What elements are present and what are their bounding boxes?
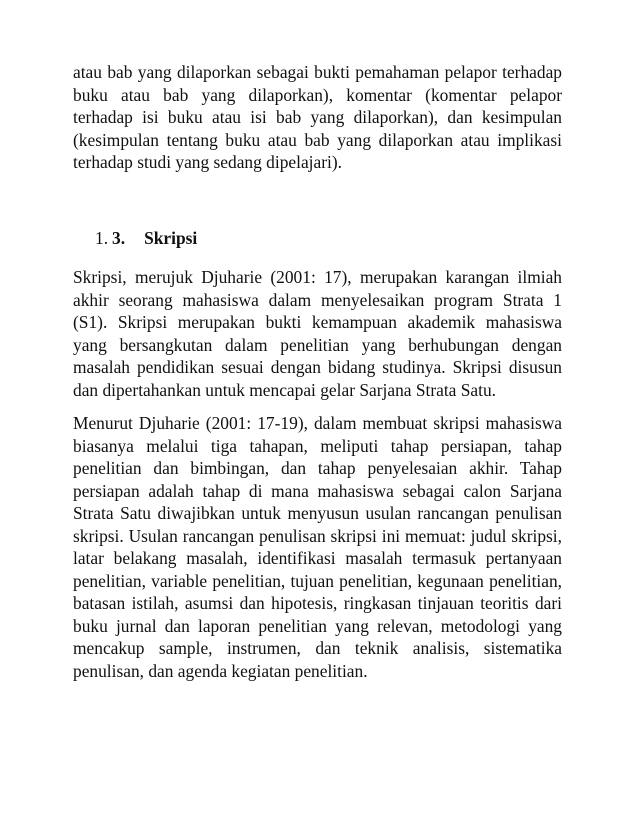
- document-page: [73, 61, 562, 682]
- section-heading: [73, 227, 562, 250]
- section-number: 3.: [112, 227, 126, 248]
- intro-paragraph: atau bab yang dilaporkan sebagai bukti pemahaman pelapor terhadap buku atau bab yang dilaporkan), komentar (komentar pelapor terhadap isi buku atau isi bab yang dilaporkan), dan kesimpulan (kesimpulan tentang buku atau bab yang dilaporkan atau implikasi terhadap studi yang sedang dipelajari).: [73, 62, 562, 172]
- section-title: Skripsi: [144, 227, 198, 248]
- body-paragraph: Skripsi, merujuk Djuharie (2001: 17), merupakan karangan ilmiah akhir seorang mahasiswa dalam menyelesaikan program Strata 1 (S1). Skripsi merupakan bukti kemampuan akademik mahasiswa yang bersangkutan dalam penelitian yang berhubungan dengan masalah pendidikan sesuai dengan bidang studinya. Skripsi disusun dan dipertahankan untuk mencapai gelar Sarjana Strata Satu.: [73, 267, 562, 400]
- body-paragraph: Menurut Djuharie (2001: 17-19), dalam membuat skripsi mahasiswa biasanya melalui tiga tahapan, meliputi tahap persiapan, tahap penelitian dan bimbingan, dan tahap penyelesaian akhir. Tahap persiapan adalah tahap di mana mahasiswa sebagai calon Sarjana Strata Satu diwajibkan untuk menyusun usulan rancangan penulisan skripsi. Usulan rancangan penulisan skripsi ini memuat: judul skripsi, latar belakang masalah, identifikasi masalah termasuk pertanyaan penelitian, variable penelitian, tujuan penelitian, kegunaan penelitian, batasan istilah, asumsi dan hipotesis, ringkasan tinjauan teoritis dari buku jurnal dan laporan penelitian yang relevan, metodologi yang mencakup sample, instrumen, dan teknik analisis, sistematika penulisan, dan agenda kegiatan penelitian.: [73, 413, 562, 681]
- section-number-prefix: 1.: [95, 227, 109, 248]
